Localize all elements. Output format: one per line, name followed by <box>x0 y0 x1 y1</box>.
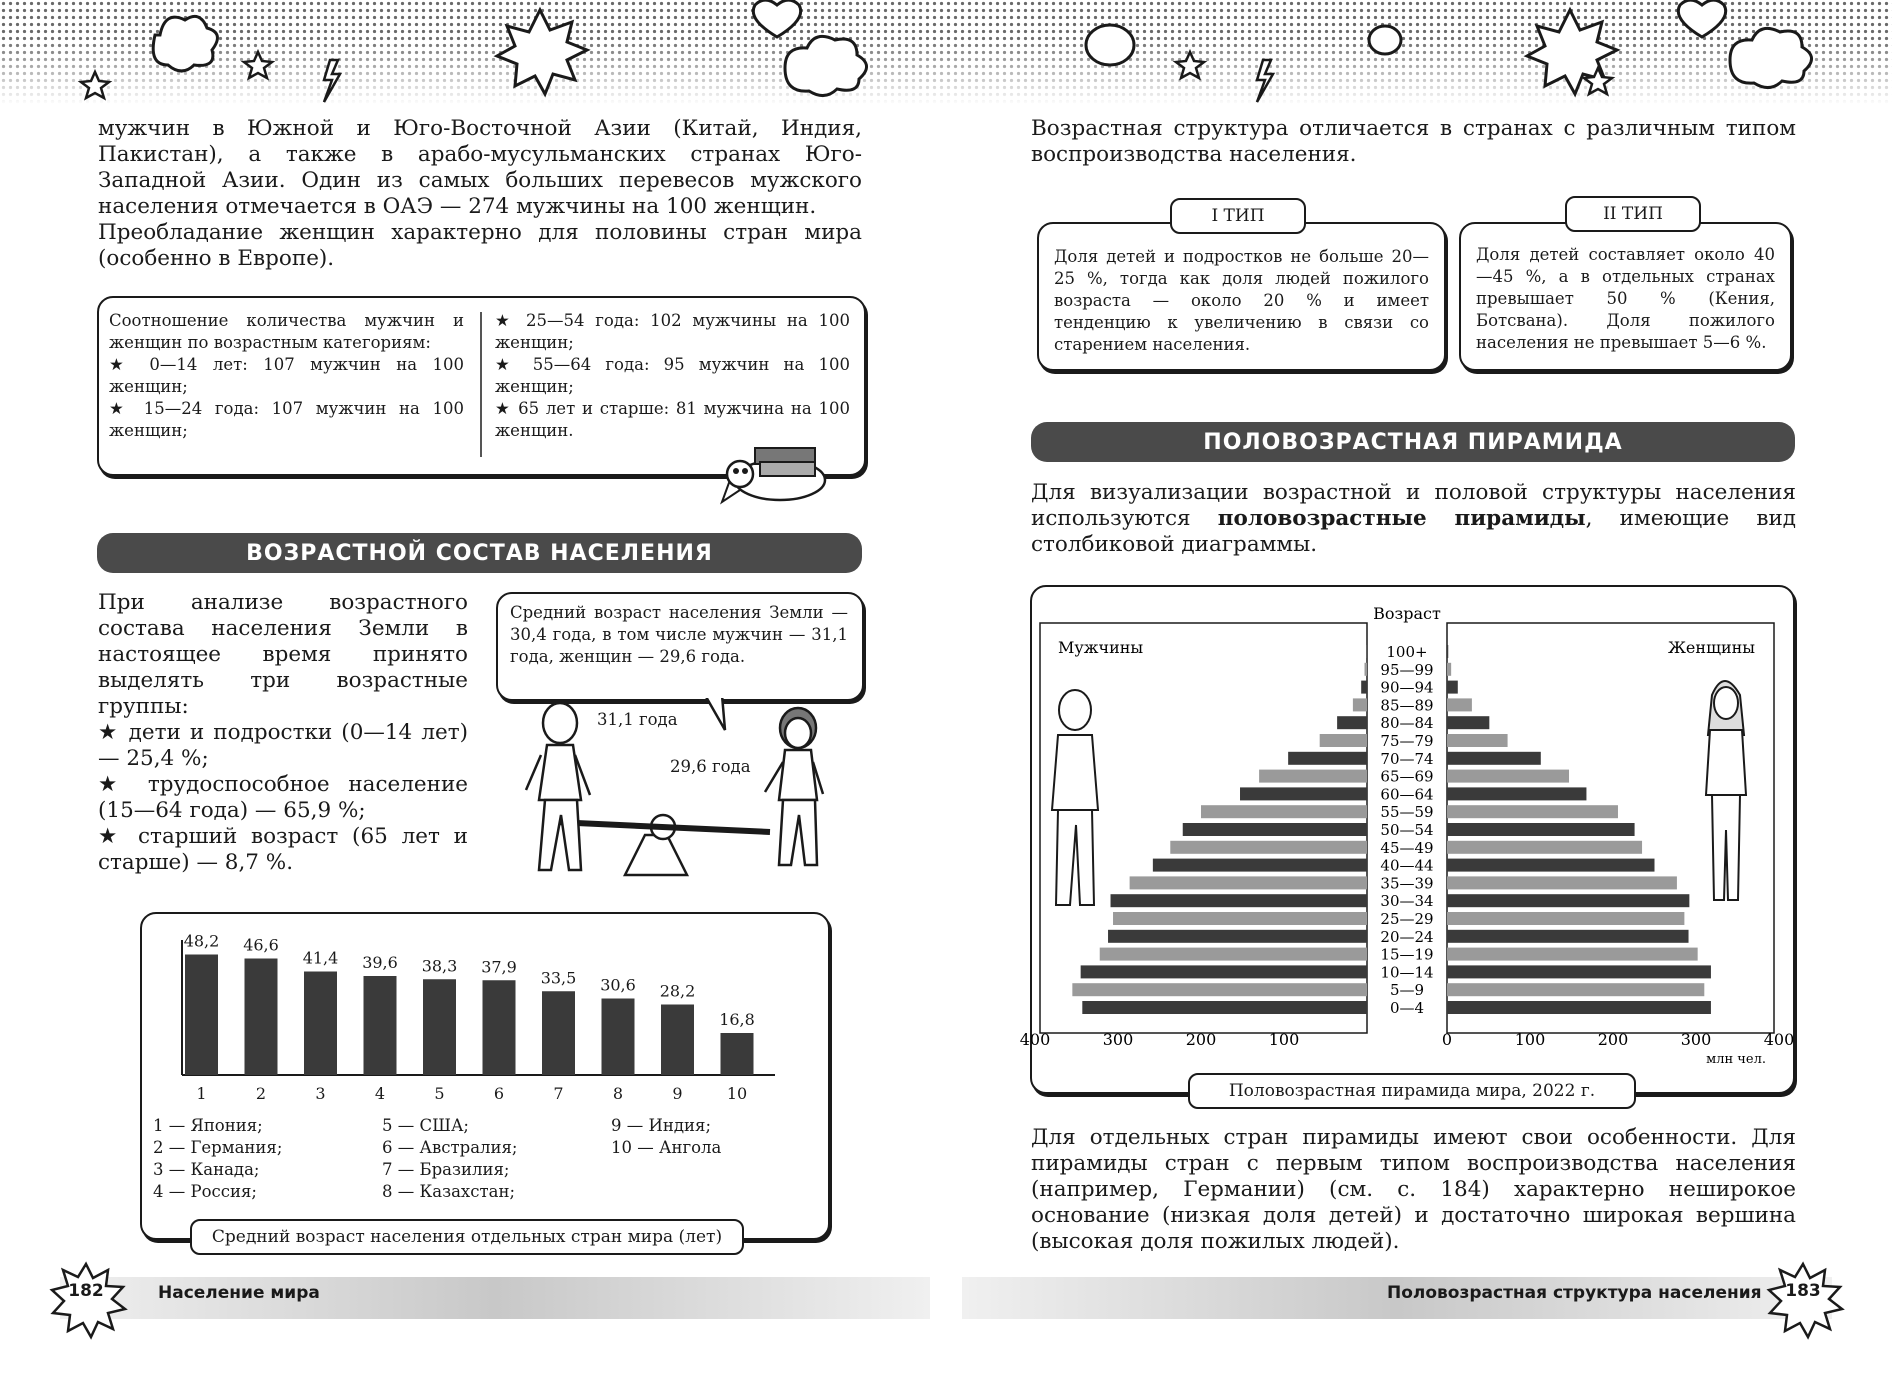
category-label: 9 <box>672 1084 683 1103</box>
female-bar <box>1447 1001 1711 1014</box>
male-bar <box>1130 876 1367 889</box>
age-group-label: 50—54 <box>1380 821 1434 839</box>
bar <box>542 991 575 1075</box>
right-intro-paragraph: Возрастная структура отличается в странах с различным типом воспроизводства населения. <box>1031 116 1796 167</box>
turtle-with-books-icon <box>690 440 840 510</box>
x-tick-label: 200 <box>1597 1030 1629 1049</box>
men-age-label: 31,1 года <box>597 710 678 729</box>
pyramid-intro-a: Для визуализации возрастной и половой структуры населения используются <box>1031 480 1796 531</box>
x-unit-label: млн чел. <box>1706 1052 1766 1067</box>
pyramid-intro <box>1031 480 1796 558</box>
x-tick-label: 100 <box>1514 1030 1546 1049</box>
star-icon <box>1176 52 1204 78</box>
heart-icon <box>753 0 800 37</box>
x-tick-label: 0 <box>1441 1030 1453 1049</box>
women-age-label: 29,6 года <box>670 757 751 776</box>
female-bar <box>1447 823 1635 836</box>
average-age-bubble <box>496 592 864 701</box>
female-bar <box>1447 716 1489 729</box>
female-bar <box>1447 912 1684 925</box>
ratio-item: ★ 55—64 года: 95 мужчин на 100 женщин; <box>495 355 850 396</box>
male-bar <box>1183 823 1367 836</box>
doodle-decorations <box>0 0 1892 120</box>
female-bar <box>1447 698 1472 711</box>
male-bar <box>1111 894 1367 907</box>
age-group-label: 70—74 <box>1380 749 1434 768</box>
male-bar <box>1100 948 1367 961</box>
bar <box>185 955 218 1076</box>
age-group-item: ★ дети и подростки (0—14 лет) — 25,4 %; <box>98 720 468 771</box>
burst-icon <box>497 10 587 94</box>
age-group-label: 35—39 <box>1380 874 1434 893</box>
chart-legend-col2 <box>382 1115 518 1203</box>
male-bar <box>1320 734 1367 747</box>
age-group-label: 60—64 <box>1380 785 1434 804</box>
ratio-col2 <box>495 310 850 442</box>
intro-paragraph: мужчин в Южной и Юго-Восточной Азии (Китай, Индия, Пакистан), а также в арабо-мусульманских странах Юго-Западной Азии. Один из самых больших перевесов мужского населения отмечается в ОАЭ — 274 мужчины на 100 женщин. <box>98 116 862 219</box>
x-tick-label: 400 <box>1763 1030 1795 1049</box>
bar-value-label: 28,2 <box>659 981 696 1001</box>
male-bar <box>1361 681 1367 694</box>
category-label: 5 <box>434 1084 445 1103</box>
male-bar <box>1201 805 1367 818</box>
bar-value-label: 37,9 <box>481 957 517 977</box>
male-bar <box>1337 716 1367 729</box>
female-bar <box>1447 930 1689 943</box>
pyramid-caption: Половозрастная пирамида мира, 2022 г. <box>1188 1073 1636 1109</box>
x-tick-label: 300 <box>1680 1030 1712 1049</box>
age-group-label: 5—9 <box>1389 981 1425 1000</box>
ratio-item: ★ 15—24 года: 107 мужчин на 100 женщин; <box>109 399 464 440</box>
heart-icon <box>1678 0 1725 37</box>
average-age-text: Средний возраст населения Земли — 30,4 года, в том числе мужчин — 31,1 года, женщин — 29,6 года. <box>510 603 848 666</box>
cloud-icon <box>785 36 867 95</box>
male-bar <box>1153 859 1367 872</box>
cloud-icon <box>153 16 217 71</box>
category-label: 1 <box>196 1084 207 1103</box>
male-bar <box>1259 770 1367 783</box>
legend-item: 8 — Казахстан; <box>382 1182 515 1201</box>
legend-item: 1 — Япония; <box>153 1116 263 1135</box>
female-bar <box>1447 734 1508 747</box>
type1-text: Доля детей и подростков не больше 20—25 %, тогда как доля людей пожилого возраста — около 20 % и имеет тенденцию к увеличению в связи со старением населения. <box>1054 247 1429 354</box>
female-bar <box>1447 752 1541 765</box>
bar <box>661 1005 694 1076</box>
type2-box <box>1459 222 1792 371</box>
female-bar <box>1447 948 1698 961</box>
male-bar <box>1365 663 1367 676</box>
age-group-label: 100+ <box>1386 643 1428 661</box>
legend-item: 5 — США; <box>382 1116 469 1135</box>
female-bar <box>1447 787 1586 800</box>
category-label: 6 <box>493 1084 505 1103</box>
female-bar <box>1447 770 1569 783</box>
footer-title-left: Население мира <box>158 1283 320 1303</box>
age-group-label: 15—19 <box>1380 945 1434 964</box>
male-label: Мужчины <box>1058 638 1144 657</box>
bar-value-label: 39,6 <box>362 953 398 972</box>
column-divider <box>480 312 482 457</box>
age-group-label: 30—34 <box>1380 892 1434 911</box>
cloud-icon <box>1730 28 1812 87</box>
population-pyramid <box>1019 595 1795 1075</box>
category-label: 7 <box>553 1084 564 1103</box>
lightning-icon <box>324 60 340 102</box>
male-bar <box>1170 841 1367 854</box>
legend-item: 3 — Канада; <box>153 1160 260 1179</box>
age-group-label: 45—49 <box>1380 838 1434 857</box>
male-bar <box>1072 983 1367 996</box>
female-bar <box>1447 876 1677 889</box>
legend-item: 9 — Индия; <box>611 1116 711 1135</box>
chart-legend-col3 <box>611 1115 721 1159</box>
x-tick-label: 300 <box>1102 1030 1134 1049</box>
star-icon <box>244 52 272 78</box>
age-axis-title: Возраст <box>1373 604 1441 623</box>
age-group-label: 25—29 <box>1380 910 1434 928</box>
female-bar <box>1447 805 1618 818</box>
type2-text: Доля детей составляет около 40—45 %, а в отдельных странах превышает 50 % (Кения, Ботсвана). Доля пожилого населения не превышает 5—6 %. <box>1476 245 1775 352</box>
pyramid-intro-c: , имеющие вид столбиковой диаграммы. <box>1031 506 1797 557</box>
age-group-label: 85—89 <box>1380 696 1434 715</box>
bar <box>245 959 278 1076</box>
man-figure-icon <box>1052 690 1098 905</box>
bar-value-label: 30,6 <box>600 975 636 995</box>
page-number-left: 182 <box>68 1281 104 1301</box>
bar-value-label: 41,4 <box>302 948 339 968</box>
legend-item: 7 — Бразилия; <box>382 1160 510 1179</box>
bar-value-label: 38,3 <box>421 956 458 976</box>
age-group-label: 0—4 <box>1389 999 1425 1017</box>
age-group-label: 10—14 <box>1380 963 1434 982</box>
legend-item: 10 — Ангола <box>611 1138 722 1157</box>
male-bar <box>1288 752 1367 765</box>
median-age-chart-caption: Средний возраст населения отдельных стран мира (лет) <box>190 1219 744 1255</box>
bar <box>602 999 635 1076</box>
bar <box>304 972 337 1076</box>
category-label: 10 <box>726 1084 748 1103</box>
female-bar <box>1447 663 1451 676</box>
age-group-label: 55—59 <box>1380 803 1434 822</box>
age-groups-text <box>98 590 468 876</box>
female-bar <box>1447 841 1642 854</box>
category-label: 4 <box>374 1084 386 1103</box>
woman-figure-icon <box>1706 681 1746 900</box>
ratio-col1 <box>109 310 464 442</box>
age-group-label: 20—24 <box>1380 927 1434 946</box>
age-group-item: ★ трудоспособное население (15—64 года) — 65,9 %; <box>98 772 468 823</box>
women-paragraph: Преобладание женщин характерно для половины стран мира (особенно в Европе). <box>98 220 862 271</box>
x-tick-label: 200 <box>1185 1030 1217 1049</box>
age-group-item: ★ старший возраст (65 лет и старше) — 8,7 %. <box>98 824 468 875</box>
female-bar <box>1447 859 1655 872</box>
type2-tag: II ТИП <box>1565 196 1701 232</box>
x-tick-label: 400 <box>1019 1030 1051 1049</box>
female-bar <box>1447 681 1458 694</box>
age-group-label: 95—99 <box>1380 660 1434 679</box>
female-bar <box>1447 965 1711 978</box>
pyramid-intro-bold: половозрастные пирамиды <box>1217 506 1586 531</box>
age-group-label: 40—44 <box>1380 856 1434 875</box>
ratio-intro: Соотношение количества мужчин и женщин по возрастным категориям: <box>109 311 464 352</box>
pyramid-banner: ПОЛОВОЗРАСТНАЯ ПИРАМИДА <box>1031 422 1795 462</box>
legend-item: 6 — Австралия; <box>382 1138 518 1157</box>
category-label: 2 <box>255 1084 267 1103</box>
bubble-icon <box>1086 25 1134 65</box>
legend-item: 2 — Германия; <box>153 1138 283 1157</box>
x-tick-label: 100 <box>1268 1030 1300 1049</box>
footer-title-right: Половозрастная структура населения <box>1387 1283 1762 1303</box>
male-bar <box>1081 965 1367 978</box>
bar <box>721 1033 754 1075</box>
bar-value-label: 46,6 <box>243 935 279 955</box>
bar-value-label: 33,5 <box>540 968 577 988</box>
age-group-label: 75—79 <box>1380 732 1434 750</box>
female-bar <box>1447 983 1704 996</box>
age-group-label: 80—84 <box>1380 714 1434 733</box>
page-number-right: 183 <box>1785 1281 1821 1301</box>
type1-box <box>1037 222 1446 371</box>
type1-tag: I ТИП <box>1170 198 1306 234</box>
bubble-icon <box>1369 26 1401 54</box>
seesaw-illustration <box>515 700 845 885</box>
legend-item: 4 — Россия; <box>153 1182 257 1201</box>
female-label: Женщины <box>1667 638 1755 657</box>
category-label: 3 <box>315 1084 326 1103</box>
male-bar <box>1082 1001 1367 1014</box>
lightning-icon <box>1257 60 1273 102</box>
bar <box>483 980 516 1075</box>
category-label: 8 <box>612 1084 624 1103</box>
male-bar <box>1353 698 1367 711</box>
age-composition-banner: ВОЗРАСТНОЙ СОСТАВ НАСЕЛЕНИЯ <box>97 533 862 573</box>
age-group-label: 65—69 <box>1380 767 1434 786</box>
ratio-item: ★ 65 лет и старше: 81 мужчина на 100 женщин. <box>495 399 850 440</box>
age-groups-intro: При анализе возрастного состава населения Земли в настоящее время принято выделять три возрастные группы: <box>98 590 468 719</box>
male-bar <box>1113 912 1367 925</box>
bar-value-label: 16,8 <box>719 1010 755 1029</box>
male-bar <box>1240 787 1367 800</box>
ratio-item: ★ 0—14 лет: 107 мужчин на 100 женщин; <box>109 355 464 396</box>
bar <box>364 976 397 1075</box>
age-group-label: 90—94 <box>1380 678 1434 697</box>
star-icon <box>81 72 109 98</box>
male-bar <box>1108 930 1367 943</box>
bar <box>423 979 456 1075</box>
bar-value-label: 48,2 <box>183 931 220 951</box>
chart-legend-col1 <box>153 1115 282 1203</box>
female-bar <box>1447 894 1689 907</box>
right-outro-paragraph: Для отдельных стран пирамиды имеют свои особенности. Для пирамиды стран с первым типом воспроизводства населения (например, Германии) (см. с. 184) характерно неширокое основание (низкая доля детей) и достаточно широкая вершина (высокая доля пожилых людей). <box>1031 1125 1796 1254</box>
ratio-item: ★ 25—54 года: 102 мужчины на 100 женщин; <box>495 311 850 352</box>
median-age-chart <box>160 930 800 1110</box>
female-bar <box>1447 645 1448 658</box>
